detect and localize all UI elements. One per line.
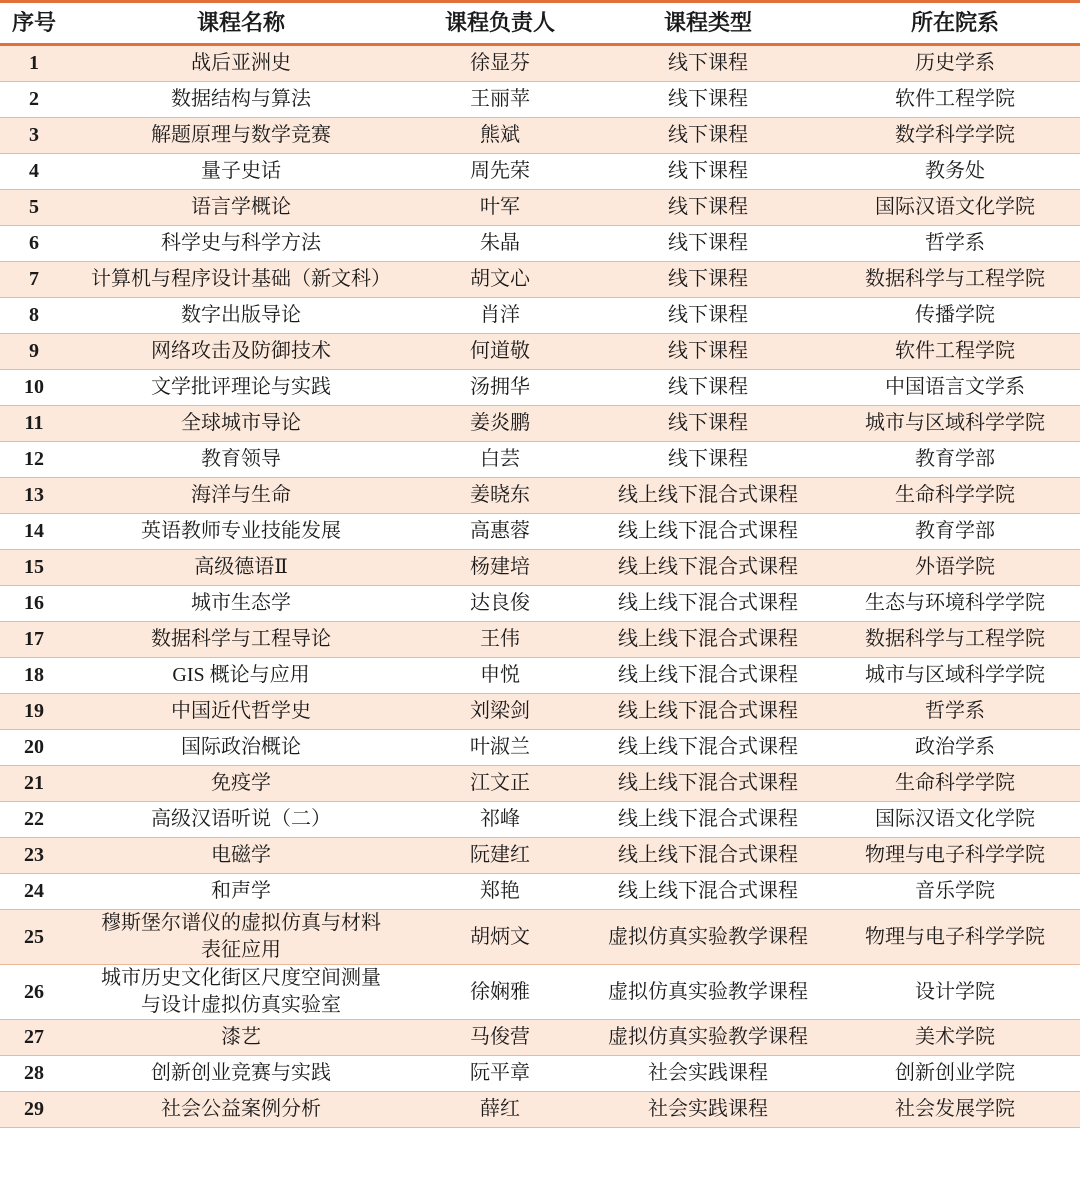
cell-type: 线下课程 [586, 370, 830, 406]
cell-course-name: 中国近代哲学史 [68, 694, 414, 730]
cell-leader: 徐娴雅 [414, 965, 586, 1020]
cell-leader: 王伟 [414, 622, 586, 658]
cell-dept: 生命科学学院 [830, 478, 1080, 514]
cell-type: 线上线下混合式课程 [586, 514, 830, 550]
cell-course-name: 电磁学 [68, 838, 414, 874]
table-row [0, 1092, 1080, 1128]
cell-leader: 胡文心 [414, 262, 586, 298]
cell-dept: 软件工程学院 [830, 82, 1080, 118]
cell-dept: 生态与环境科学学院 [830, 586, 1080, 622]
column-header-type: 课程类型 [586, 2, 830, 45]
table-row [0, 82, 1080, 118]
cell-dept: 创新创业学院 [830, 1056, 1080, 1092]
cell-dept: 数据科学与工程学院 [830, 262, 1080, 298]
cell-leader: 祁峰 [414, 802, 586, 838]
column-header-dept: 所在院系 [830, 2, 1080, 45]
cell-course-name: 海洋与生命 [68, 478, 414, 514]
cell-dept: 城市与区域科学学院 [830, 658, 1080, 694]
cell-type: 社会实践课程 [586, 1092, 830, 1128]
cell-leader: 何道敬 [414, 334, 586, 370]
cell-index: 19 [0, 694, 68, 730]
cell-type: 线下课程 [586, 190, 830, 226]
cell-course-name [68, 910, 414, 965]
cell-dept: 中国语言文学系 [830, 370, 1080, 406]
cell-course-name: 英语教师专业技能发展 [68, 514, 414, 550]
cell-index: 10 [0, 370, 68, 406]
cell-leader: 郑艳 [414, 874, 586, 910]
cell-leader: 达良俊 [414, 586, 586, 622]
cell-course-name: 数字出版导论 [68, 298, 414, 334]
cell-course-name [68, 965, 414, 1020]
cell-type: 线下课程 [586, 442, 830, 478]
table-row [0, 334, 1080, 370]
cell-dept: 数据科学与工程学院 [830, 622, 1080, 658]
cell-leader: 胡炳文 [414, 910, 586, 965]
table-row [0, 802, 1080, 838]
table-row [0, 514, 1080, 550]
cell-index: 13 [0, 478, 68, 514]
cell-index: 9 [0, 334, 68, 370]
cell-dept: 国际汉语文化学院 [830, 190, 1080, 226]
table-row [0, 550, 1080, 586]
cell-type: 线下课程 [586, 226, 830, 262]
cell-course-name: 社会公益案例分析 [68, 1092, 414, 1128]
table-row [0, 838, 1080, 874]
cell-leader: 徐显芬 [414, 45, 586, 82]
table-row [0, 370, 1080, 406]
cell-dept: 城市与区域科学学院 [830, 406, 1080, 442]
cell-leader: 肖洋 [414, 298, 586, 334]
cell-index: 16 [0, 586, 68, 622]
cell-type: 线上线下混合式课程 [586, 802, 830, 838]
cell-dept: 数学科学学院 [830, 118, 1080, 154]
table-row [0, 910, 1080, 965]
cell-course-name: 计算机与程序设计基础（新文科） [68, 262, 414, 298]
cell-course-name: 语言学概论 [68, 190, 414, 226]
cell-index: 21 [0, 766, 68, 802]
cell-index: 2 [0, 82, 68, 118]
cell-index: 5 [0, 190, 68, 226]
cell-index: 6 [0, 226, 68, 262]
cell-type: 线下课程 [586, 298, 830, 334]
cell-leader: 姜炎鹏 [414, 406, 586, 442]
cell-type: 线上线下混合式课程 [586, 730, 830, 766]
cell-dept: 教育学部 [830, 442, 1080, 478]
cell-dept: 政治学系 [830, 730, 1080, 766]
table-row [0, 478, 1080, 514]
cell-index: 12 [0, 442, 68, 478]
cell-index: 15 [0, 550, 68, 586]
cell-leader: 阮平章 [414, 1056, 586, 1092]
cell-type: 线下课程 [586, 406, 830, 442]
cell-dept: 设计学院 [830, 965, 1080, 1020]
cell-dept: 历史学系 [830, 45, 1080, 82]
cell-dept: 外语学院 [830, 550, 1080, 586]
cell-leader: 阮建红 [414, 838, 586, 874]
cell-course-name: 城市生态学 [68, 586, 414, 622]
table-row [0, 45, 1080, 82]
cell-index: 14 [0, 514, 68, 550]
table-header-row [0, 2, 1080, 45]
cell-course-name: 数据科学与工程导论 [68, 622, 414, 658]
cell-leader: 朱晶 [414, 226, 586, 262]
cell-type: 线上线下混合式课程 [586, 658, 830, 694]
table-header [0, 2, 1080, 45]
course-name-text: 城市历史文化街区尺度空间测量与设计虚拟仿真实验室 [101, 967, 381, 1016]
cell-course-name: 解题原理与数学竞赛 [68, 118, 414, 154]
cell-type: 线下课程 [586, 154, 830, 190]
cell-course-name: 量子史话 [68, 154, 414, 190]
cell-dept: 哲学系 [830, 226, 1080, 262]
table-row [0, 658, 1080, 694]
cell-type: 线上线下混合式课程 [586, 838, 830, 874]
cell-type: 线上线下混合式课程 [586, 766, 830, 802]
cell-course-name: 教育领导 [68, 442, 414, 478]
table-body [0, 45, 1080, 1128]
cell-type: 线上线下混合式课程 [586, 694, 830, 730]
column-header-name: 课程名称 [68, 2, 414, 45]
table-row [0, 1056, 1080, 1092]
table-row [0, 874, 1080, 910]
table-row [0, 694, 1080, 730]
cell-dept: 国际汉语文化学院 [830, 802, 1080, 838]
cell-course-name: 文学批评理论与实践 [68, 370, 414, 406]
cell-course-name: 高级德语Ⅱ [68, 550, 414, 586]
cell-type: 线上线下混合式课程 [586, 874, 830, 910]
cell-dept: 哲学系 [830, 694, 1080, 730]
cell-course-name: 创新创业竞赛与实践 [68, 1056, 414, 1092]
column-header-leader: 课程负责人 [414, 2, 586, 45]
table-row [0, 154, 1080, 190]
table-row [0, 226, 1080, 262]
cell-type: 线上线下混合式课程 [586, 586, 830, 622]
cell-dept: 社会发展学院 [830, 1092, 1080, 1128]
cell-leader: 申悦 [414, 658, 586, 694]
cell-leader: 高惠蓉 [414, 514, 586, 550]
cell-dept: 物理与电子科学学院 [830, 838, 1080, 874]
cell-leader: 杨建培 [414, 550, 586, 586]
column-header-index: 序号 [0, 2, 68, 45]
cell-index: 11 [0, 406, 68, 442]
cell-type: 线下课程 [586, 45, 830, 82]
cell-type: 虚拟仿真实验教学课程 [586, 1020, 830, 1056]
cell-index: 22 [0, 802, 68, 838]
table-row [0, 262, 1080, 298]
cell-leader: 刘梁剑 [414, 694, 586, 730]
cell-leader: 白芸 [414, 442, 586, 478]
cell-dept: 音乐学院 [830, 874, 1080, 910]
cell-index: 3 [0, 118, 68, 154]
cell-index: 24 [0, 874, 68, 910]
table-row [0, 766, 1080, 802]
cell-leader: 叶淑兰 [414, 730, 586, 766]
course-name-text: 穆斯堡尔谱仪的虚拟仿真与材料表征应用 [101, 912, 381, 961]
cell-type: 虚拟仿真实验教学课程 [586, 910, 830, 965]
cell-course-name: 数据结构与算法 [68, 82, 414, 118]
cell-type: 社会实践课程 [586, 1056, 830, 1092]
cell-course-name: GIS 概论与应用 [68, 658, 414, 694]
cell-index: 20 [0, 730, 68, 766]
table-row [0, 1020, 1080, 1056]
table-row [0, 406, 1080, 442]
cell-index: 8 [0, 298, 68, 334]
cell-type: 线下课程 [586, 118, 830, 154]
cell-type: 线上线下混合式课程 [586, 550, 830, 586]
cell-course-name: 国际政治概论 [68, 730, 414, 766]
cell-leader: 江文正 [414, 766, 586, 802]
cell-index: 18 [0, 658, 68, 694]
cell-dept: 软件工程学院 [830, 334, 1080, 370]
cell-index: 1 [0, 45, 68, 82]
cell-leader: 薛红 [414, 1092, 586, 1128]
cell-index: 23 [0, 838, 68, 874]
table-row [0, 190, 1080, 226]
table-row [0, 965, 1080, 1020]
cell-type: 虚拟仿真实验教学课程 [586, 965, 830, 1020]
cell-course-name: 战后亚洲史 [68, 45, 414, 82]
table-row [0, 730, 1080, 766]
cell-course-name: 高级汉语听说（二） [68, 802, 414, 838]
cell-course-name: 网络攻击及防御技术 [68, 334, 414, 370]
cell-course-name: 免疫学 [68, 766, 414, 802]
cell-dept: 物理与电子科学学院 [830, 910, 1080, 965]
cell-dept: 美术学院 [830, 1020, 1080, 1056]
cell-index: 7 [0, 262, 68, 298]
cell-dept: 教务处 [830, 154, 1080, 190]
table-row [0, 442, 1080, 478]
table-row [0, 622, 1080, 658]
cell-type: 线下课程 [586, 334, 830, 370]
cell-index: 17 [0, 622, 68, 658]
cell-dept: 教育学部 [830, 514, 1080, 550]
cell-dept: 传播学院 [830, 298, 1080, 334]
cell-index: 29 [0, 1092, 68, 1128]
cell-leader: 熊斌 [414, 118, 586, 154]
cell-leader: 姜晓东 [414, 478, 586, 514]
cell-course-name: 漆艺 [68, 1020, 414, 1056]
cell-index: 4 [0, 154, 68, 190]
cell-course-name: 科学史与科学方法 [68, 226, 414, 262]
cell-index: 28 [0, 1056, 68, 1092]
cell-type: 线下课程 [586, 262, 830, 298]
cell-leader: 马俊营 [414, 1020, 586, 1056]
cell-index: 26 [0, 965, 68, 1020]
cell-leader: 叶军 [414, 190, 586, 226]
cell-index: 25 [0, 910, 68, 965]
table-row [0, 586, 1080, 622]
cell-type: 线下课程 [586, 82, 830, 118]
cell-leader: 王丽苹 [414, 82, 586, 118]
cell-type: 线上线下混合式课程 [586, 622, 830, 658]
cell-dept: 生命科学学院 [830, 766, 1080, 802]
table-row [0, 118, 1080, 154]
table-row [0, 298, 1080, 334]
cell-index: 27 [0, 1020, 68, 1056]
cell-leader: 汤拥华 [414, 370, 586, 406]
cell-course-name: 全球城市导论 [68, 406, 414, 442]
cell-type: 线上线下混合式课程 [586, 478, 830, 514]
cell-leader: 周先荣 [414, 154, 586, 190]
cell-course-name: 和声学 [68, 874, 414, 910]
